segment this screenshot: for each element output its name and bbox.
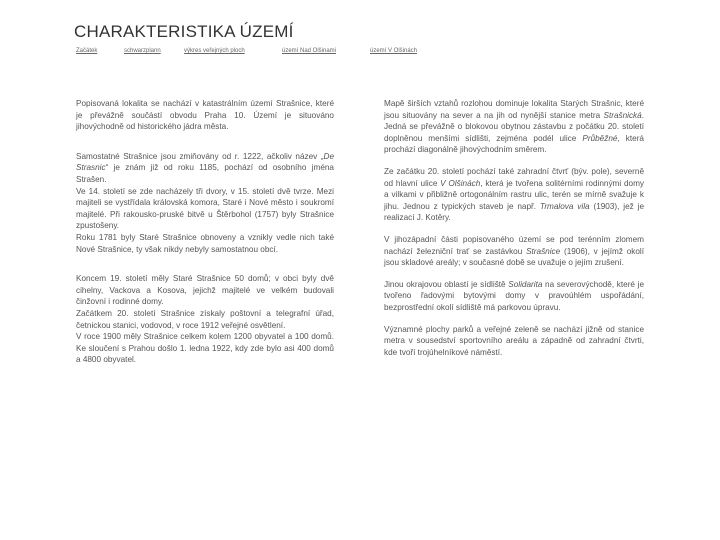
nav-link-nad-olsinami[interactable]: území Nad Olšinami (282, 48, 337, 54)
paragraph-19th-century: Koncem 19. století měly Staré Strašnice 50 domů; v obci byly dvě cihelny, Vackova a Kosova, jejichž majitelé ve velkém budovali činžovní i rodinné domy. (76, 274, 334, 307)
paragraph-1781: Roku 1781 byly Staré Strašnice obnoveny a vznikly vedle nich také Nové Strašnice, ty však nikdy nebyly samostatnou obcí. (76, 232, 334, 254)
paragraph-railway: V jihozápadní části popisovaného území se pod terénním zlomem nachází železniční trať se zastávkou Strašnice (1906), v jejímž okolí jsou skladové areály; v současné době se uvažuje o jejím zrušení. (384, 234, 644, 268)
top-navigation (76, 48, 676, 60)
paragraph-20th-century: Začátkem 20. století Strašnice získaly poštovní a telegrafní úřad, četnickou stanici, vodovod, v roce 1912 veřejné osvětlení. (76, 308, 334, 330)
historical-name: De Strasnic (76, 151, 334, 173)
paragraph-history-origin: Samostatné Strašnice jsou zmiňovány od r. 1222, ačkoliv název „De Strasnic“ je znám již od roku 1185, pochází od osobního jména Strašen. (76, 151, 334, 184)
paragraph-14th-century: Ve 14. století se zde nacházely tři dvory, v 15. století dvě tvrze. Mezi majiteli se vystřídala královská komora, Staré i Nové město i soukromí majitelé. Při rakousko-pruské bitvě u Štěrbohol (1757) byly Strašnice zpustošeny. (76, 186, 334, 231)
paragraph-garden-quarter: Ze začátku 20. století pochází také zahradní čtvrť (býv. pole), severně od hlavní ulice V Olšinách, která je tvořena solitérními rodinnými domy a vilkami v přibližně ortogonálním rastru ulic, terén se mírně svažuje k jihu. Jednou z typických staveb je např. Trmalova vila (1903), jež je realizací J. Kotěry. (384, 166, 644, 223)
paragraph-1900: V roce 1900 měly Strašnice celkem kolem 1200 obyvatel a 100 domů. Ke sloučení s Prahou došlo 1. ledna 1922, kdy zde bylo asi 400 domů a 4800 obyvatel. (76, 332, 334, 365)
nav-link-public-spaces[interactable]: výkres veřejných ploch (184, 48, 245, 54)
paragraph-overview: Mapě širších vztahů rozlohou dominuje lokalita Starých Strašnic, které jsou situovány na sever a na jih od nynější stanice metra Strašnická. Jedná se převážně o blokovou obytnou zástavbu z počátku 20. století doplněnou menšími sídlišti, zejména podél ulice Průběžné, která prochází diagonálně jihovýchodním směrem. (384, 99, 644, 155)
paragraph-solidarita: Jinou okrajovou oblastí je sídliště Solidarita na severovýchodě, které je tvořeno řadovými bytovými domy v pravoúhlém uspořádání, bezprostřední okolí sídliště má parkovou úpravu. (384, 279, 644, 312)
right-text-column (384, 98, 644, 358)
left-text-column (76, 98, 334, 366)
page-title: CHARAKTERISTIKA ÚZEMÍ (74, 22, 294, 41)
paragraph-location: Popisovaná lokalita se nachází v katastrálním území Strašnice, které je převážně součástí obvodu Praha 10. Území je situováno jihovýchodně od historického jádra města. (76, 99, 334, 132)
paragraph-parks: Významné plochy parků a veřejné zeleně se nachází jižně od stanice metra v sousedství sportovního areálu a západně od zahradní čtvrti, kde tvoří trojúhelníkové náměstí. (384, 324, 644, 357)
nav-link-v-olsinach[interactable]: území V Olšinách (370, 48, 418, 54)
nav-link-start[interactable]: Začátek (76, 48, 98, 54)
nav-link-schwarzplan[interactable]: schwarzplann (124, 48, 161, 54)
